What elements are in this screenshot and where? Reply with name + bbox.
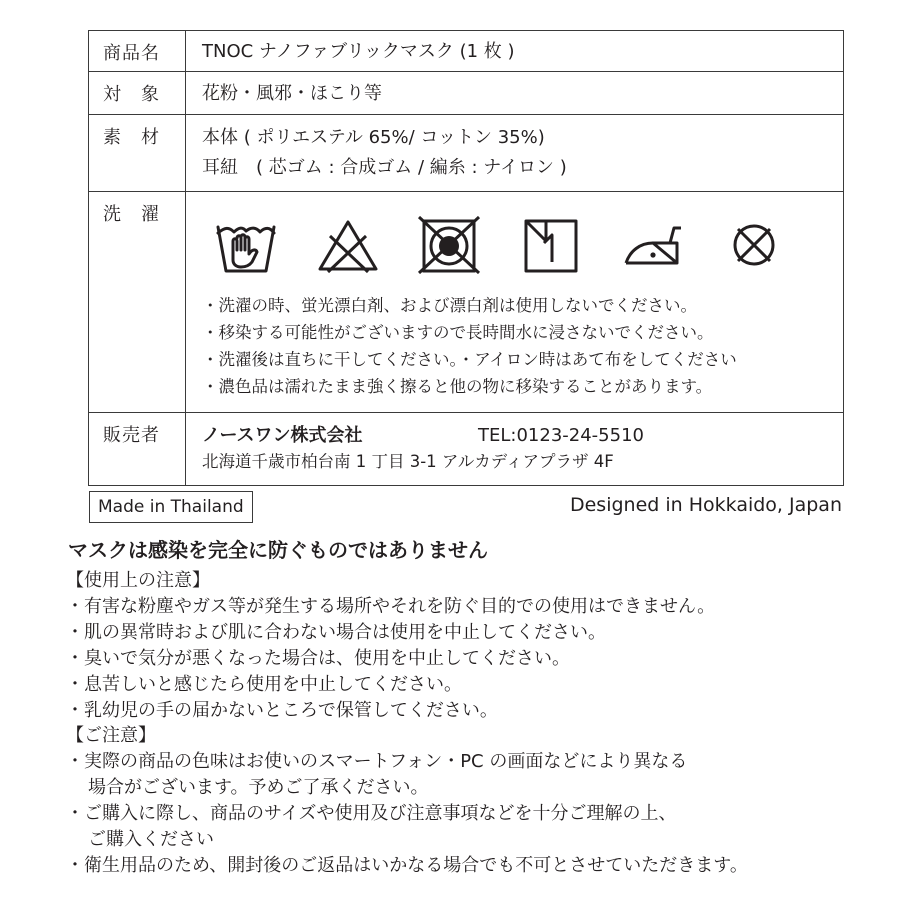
spec-row-seller	[89, 413, 844, 486]
do-not-tumble-dry-icon	[417, 216, 481, 274]
designed-in-text: Designed in Hokkaido, Japan	[569, 494, 842, 516]
washing-notes	[202, 292, 843, 400]
usage-item: ・有害な粉塵やガス等が発生する場所やそれを防ぐ目的での使用はできません。	[66, 595, 716, 617]
spec-label-material: 素 材	[103, 127, 160, 148]
usage-item: ・乳幼児の手の届かないところで保管してください。	[66, 699, 498, 721]
notice-item-continuation: 場合がございます。予めご了承ください。	[88, 777, 429, 799]
spec-row-washing	[89, 192, 844, 413]
washing-note: ・洗濯後は直ちに干してください。・アイロン時はあて布をしてください	[202, 350, 737, 369]
notice-heading: 【ご注意】	[66, 725, 156, 747]
notice-item: ・実際の商品の色味はお使いのスマートフォン・PC の画面などにより異なる	[66, 751, 688, 773]
spec-row-product	[89, 31, 844, 72]
usage-item: ・息苦しいと感じたら使用を中止してください。	[66, 673, 462, 695]
washing-note: ・移染する可能性がございますので長時間水に浸さないでください。	[202, 323, 714, 342]
target-value: 花粉・風邪・ほこり等	[202, 83, 382, 104]
warning-title: マスクは感染を完全に防ぐものではありません	[68, 538, 488, 562]
precautions-section	[66, 568, 896, 879]
do-not-bleach-icon	[316, 216, 380, 274]
spec-row-target	[89, 72, 844, 115]
notice-item-continuation: ご購入ください	[88, 829, 214, 851]
spec-label-seller: 販売者	[103, 425, 160, 446]
washing-note: ・濃色品は濡れたまま強く擦ると他の物に移染することがあります。	[202, 377, 713, 396]
usage-heading: 【使用上の注意】	[66, 570, 210, 591]
do-not-dry-clean-icon	[722, 216, 786, 274]
seller-phone: TEL:0123-24-5510	[478, 425, 644, 446]
spec-row-material	[89, 115, 844, 192]
spec-label-target: 対 象	[103, 84, 160, 105]
care-symbols	[214, 216, 786, 274]
seller-address: 北海道千歳市柏台南 1 丁目 3-1 アルカディアプラザ 4F	[202, 452, 614, 471]
product-spec-table	[88, 30, 844, 486]
material-ear-loop: 耳紐 ( 芯ゴム : 合成ゴム / 編糸 : ナイロン )	[202, 157, 567, 178]
iron-low-icon	[620, 216, 684, 274]
material-values	[186, 115, 843, 183]
hand-wash-icon	[214, 216, 278, 274]
line-dry-shade-icon	[519, 216, 583, 274]
product-name: TNOC ナノファブリックマスク (1 枚 )	[202, 41, 515, 62]
made-in-badge: Made in Thailand	[89, 491, 253, 523]
notice-item: ・衛生用品のため、開封後のご返品はいかなる場合でも不可とさせていただきます。	[66, 854, 748, 876]
usage-item: ・肌の異常時および肌に合わない場合は使用を中止してください。	[66, 621, 606, 643]
notice-item: ・ご購入に際し、商品のサイズや使用及び注意事項などを十分ご理解の上、	[66, 803, 677, 825]
washing-note: ・洗濯の時、蛍光漂白剤、および漂白剤は使用しないでください。	[202, 296, 697, 315]
spec-label-washing: 洗 濯	[103, 204, 160, 225]
material-body: 本体 ( ポリエステル 65%/ コットン 35%)	[202, 127, 545, 148]
usage-item: ・臭いで気分が悪くなった場合は、使用を中止してください。	[66, 647, 570, 669]
spec-label-product: 商品名	[103, 43, 160, 64]
seller-name: ノースワン株式会社	[202, 425, 363, 446]
